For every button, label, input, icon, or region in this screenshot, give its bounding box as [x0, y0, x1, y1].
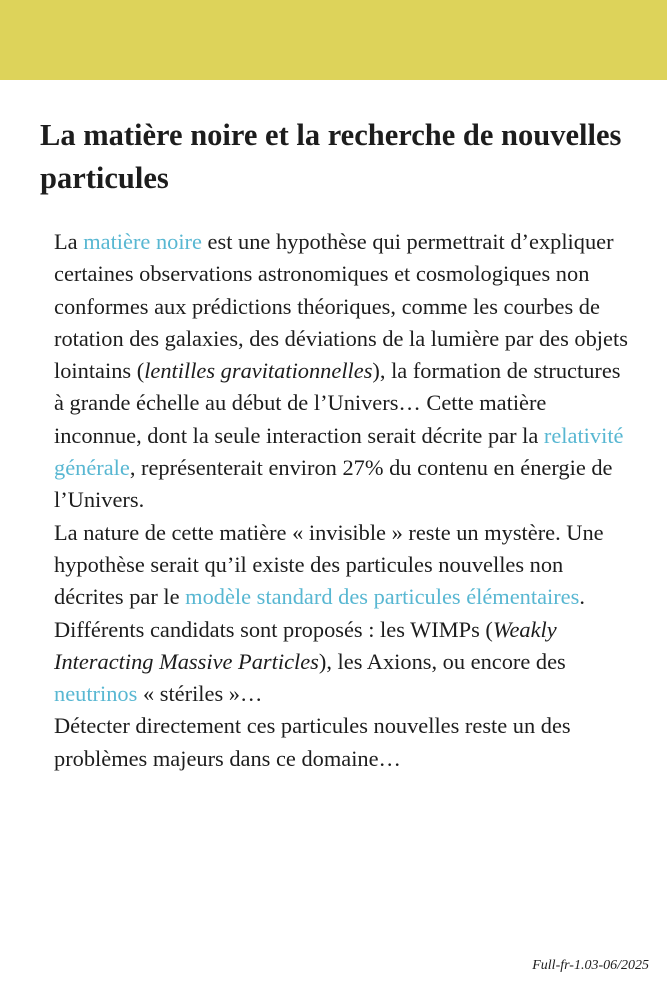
page-title: La matière noire et la recherche de nouvelles particules: [40, 118, 622, 195]
text-segment: est une hypothèse qui permettrait d’expliquer certaines observations astronomiques et cosmologiques non conformes aux prédictions théoriques, comme les courbes de rotation des galaxies, des déviations de la lumière par des objets lointains (: [54, 229, 628, 384]
text-segment: ), la formation de structures à grande échelle au début de l’Univers… Cette matière inconnue, dont la seule interaction serait décrite par la: [54, 358, 621, 448]
version-footer: Full-fr-1.03-06/2025: [532, 958, 649, 973]
paragraph-dark-matter-intro: [54, 226, 634, 517]
italic-term-wimps: Weakly Interacting Massive Particles: [54, 616, 557, 674]
paragraph-detection: [54, 710, 634, 775]
italic-term-gravitational-lensing: lentilles gravitationnelles: [144, 358, 373, 384]
text-segment: ), les Axions, ou encore des: [318, 648, 566, 674]
text-segment: La: [54, 229, 84, 254]
text-segment: , représenterait environ 27% du contenu en énergie de l’Univers.: [54, 455, 613, 513]
text-segment: La nature de cette matière « invisible » reste un mystère. Une hypothèse serait qu’il existe des particules nouvelles non décrites par le: [54, 519, 604, 610]
paragraph-dark-matter-nature: [54, 517, 634, 711]
text-segment: . Différents candidats sont proposés : les WIMPs (: [54, 584, 585, 642]
text-segment: « stériles »…: [137, 681, 263, 707]
link-general-relativity[interactable]: relativité générale: [54, 422, 624, 481]
article-body: [54, 226, 634, 775]
link-neutrinos[interactable]: neutrinos: [54, 681, 138, 707]
text-segment: Détecter directement ces particules nouvelles reste un des problèmes majeurs dans ce domaine…: [54, 713, 571, 771]
link-dark-matter[interactable]: matière noire: [83, 229, 202, 254]
link-standard-model[interactable]: modèle standard des particules élémentaires: [185, 584, 580, 610]
top-banner: [0, 0, 667, 80]
